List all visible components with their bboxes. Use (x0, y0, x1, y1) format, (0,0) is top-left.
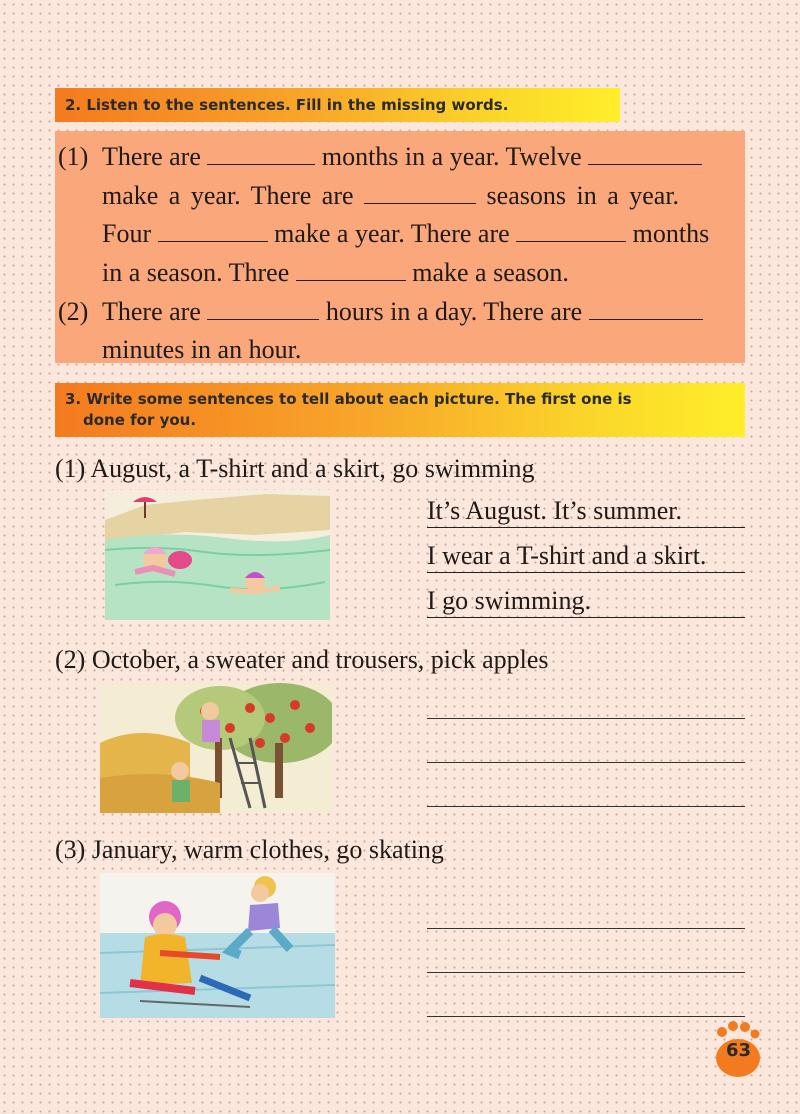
exercise-3-heading (55, 383, 745, 437)
exercise-3-item-3-prompt: (3) January, warm clothes, go skating (55, 835, 444, 864)
answer-3-line-2[interactable] (427, 971, 745, 973)
exercise-3-item-1-prompt: (1) August, a T-shirt and a skirt, go swimming (55, 454, 535, 483)
answer-3-line-3[interactable] (427, 1015, 745, 1017)
skating-illustration (100, 873, 335, 1018)
exercise-2-heading (55, 88, 620, 122)
exercise-2-line-3: Four make a year. There are months (102, 219, 710, 248)
exercise-3-heading-line-2: done for you. (83, 411, 197, 429)
blank-field[interactable] (516, 219, 626, 242)
blank-field[interactable] (588, 142, 702, 165)
exercise-2-item-1-number: (1) (58, 142, 89, 171)
exercise-3-item-2-prompt: (2) October, a sweater and trousers, pick apples (55, 645, 549, 674)
picture-swimming (105, 490, 330, 620)
blank-field[interactable] (296, 258, 406, 281)
exercise-2-line-2: make a year. There are seasons in a year. (102, 181, 680, 210)
blank-field[interactable] (158, 219, 268, 242)
picture-skating (100, 873, 335, 1018)
exercise-2-heading-text: 2. Listen to the sentences. Fill in the missing words. (65, 96, 509, 114)
blank-field[interactable] (207, 142, 315, 165)
page-number-badge (712, 1018, 764, 1078)
page-number: 63 (726, 1040, 752, 1061)
exercise-2-line-6: minutes in an hour. (102, 335, 302, 364)
exercise-2-item-2-number: (2) (58, 297, 89, 326)
blank-field[interactable] (589, 297, 703, 320)
answer-1-line-1: It’s August. It’s summer. (427, 495, 745, 528)
swimming-illustration (105, 490, 330, 620)
answer-2-line-3[interactable] (427, 805, 745, 807)
orchard-illustration (100, 683, 332, 813)
answer-1-line-2: I wear a T-shirt and a skirt. (427, 540, 745, 573)
blank-field[interactable] (207, 297, 319, 320)
answer-3-line-1[interactable] (427, 927, 745, 929)
answer-2-line-1[interactable] (427, 717, 745, 719)
blank-field[interactable] (364, 181, 476, 204)
exercise-2-line-1: There are months in a year. Twelve (102, 140, 702, 174)
answer-1-line-3: I go swimming. (427, 585, 745, 618)
answer-2-line-2[interactable] (427, 761, 745, 763)
exercise-2-line-5: There are hours in a day. There are (102, 295, 703, 329)
exercise-3-heading-line-1: 3. Write some sentences to tell about each picture. The first one is (65, 390, 632, 408)
picture-apple-picking (100, 683, 332, 813)
exercise-2-line-4: in a season. Three make a season. (102, 258, 569, 287)
